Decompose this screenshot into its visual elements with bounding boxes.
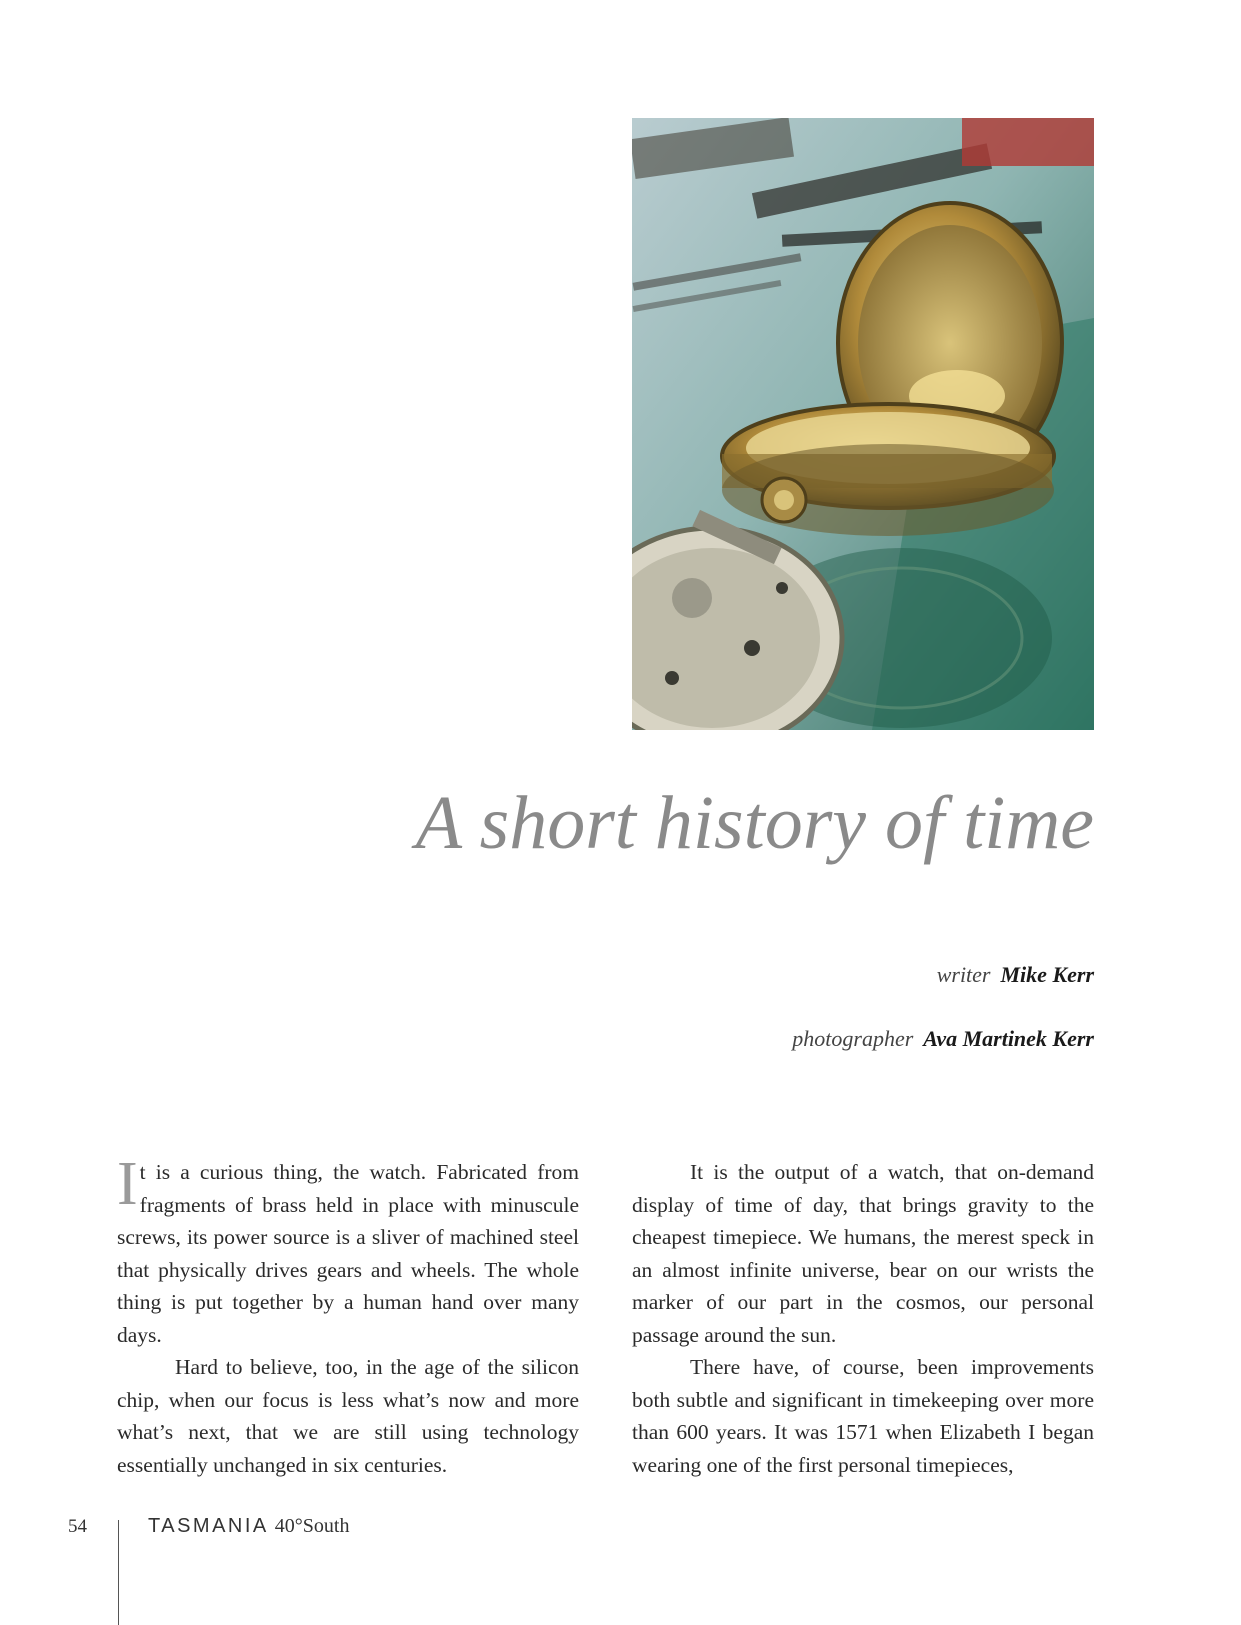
writer-role-label: writer — [936, 962, 991, 987]
photographer-name: Ava Martinek Kerr — [923, 1026, 1094, 1051]
magazine-name: TASMANIA — [148, 1515, 269, 1537]
drop-cap: I — [117, 1150, 138, 1218]
article-title: A short history of time — [415, 781, 1094, 865]
footer-divider — [118, 1520, 119, 1625]
magazine-subtitle: 40°South — [274, 1515, 350, 1537]
paragraph: There have, of course, been improvements both subtle and significant in timekeeping over more than 600 years. It was 1571 when Elizabeth I began wearing one of the first personal timepieces, — [632, 1355, 1094, 1477]
pocket-watch-photo-icon — [632, 118, 1094, 730]
photographer-credit — [792, 1026, 1094, 1052]
paragraph-text: t is a curious thing, the watch. Fabricated from fragments of brass held in place with minuscule screws, its power source is a sliver of machined steel that physically drives gears and wheels. The whole thing is put together by a human hand over many days. — [117, 1160, 579, 1347]
paragraph — [117, 1150, 579, 1351]
writer-credit — [937, 962, 1094, 988]
magazine-footer — [148, 1515, 349, 1538]
writer-name: Mike Kerr — [1000, 962, 1094, 987]
article-photo — [632, 118, 1094, 730]
paragraph: It is the output of a watch, that on-demand display of time of day, that brings gravity to the cheapest timepiece. We humans, the merest speck in an almost infinite universe, bear on our wrists the marker of our part in the cosmos, our personal passage around the sun. — [632, 1160, 1094, 1347]
body-column-left — [117, 1150, 579, 1481]
paragraph: Hard to believe, too, in the age of the silicon chip, when our focus is less what’s now and more what’s next, that we are still using technology essentially unchanged in six centuries. — [117, 1355, 579, 1477]
page-number: 54 — [68, 1516, 87, 1537]
photographer-role-label: photographer — [792, 1026, 914, 1051]
body-column-right — [632, 1156, 1094, 1481]
